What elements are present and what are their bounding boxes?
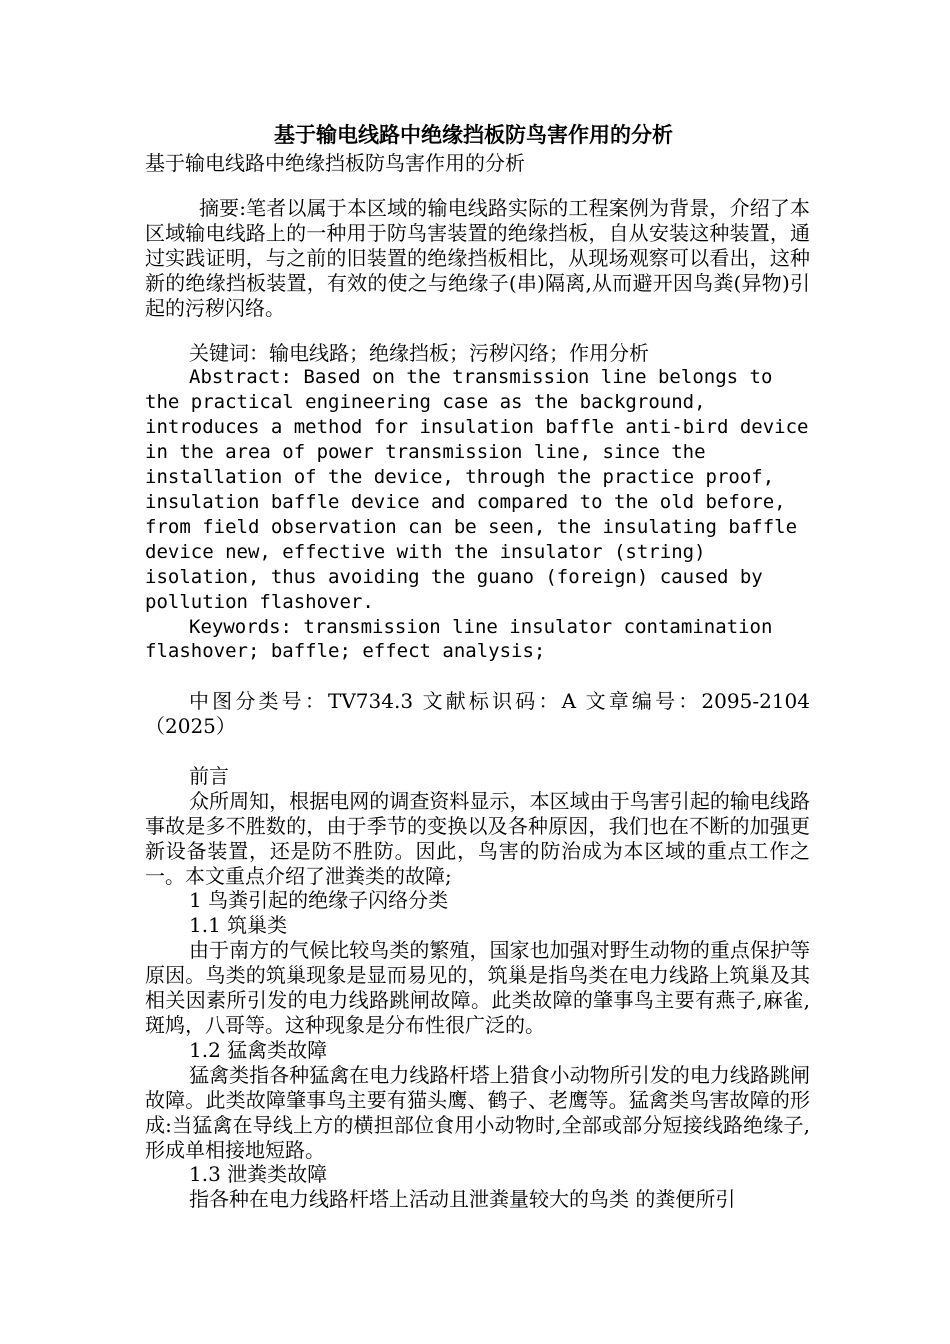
section-1-heading: 1 鸟粪引起的绝缘子闪络分类 bbox=[189, 888, 449, 913]
abstract-cn: 摘要:笔者以属于本区域的输电线路实际的工程案例为背景，介绍了本区域输电线路上的一种用于防鸟害装置的绝缘挡板，自从安装这种装置，通过实践证明，与之前的旧装置的绝缘挡板相比，从现场观察可以看出，这种新的绝缘挡板装置，有效的使之与绝缘子(串)隔离,从而避开因鸟粪(异物)引起的污秽闪络。 bbox=[145, 196, 810, 320]
classification-line: 中图分类号：TV734.3 文献标识码：A 文章编号：2095-2104（2025） bbox=[145, 689, 810, 739]
section-1-2-heading: 1.2 猛禽类故障 bbox=[189, 1037, 328, 1062]
preface-paragraph: 众所周知，根据电网的调查资料显示，本区域由于鸟害引起的输电线路事故是多不胜数的，由于季节的变换以及各种原因，我们也在不断的加强更新设备装置，还是防不胜防。因此，鸟害的防治成为本区域的重点工作之一。本文重点介绍了泄粪类的故障; bbox=[145, 788, 810, 888]
document-page bbox=[145, 120, 810, 1212]
section-1-3-heading: 1.3 泄粪类故障 bbox=[189, 1162, 328, 1187]
document-subtitle: 基于输电线路中绝缘挡板防鸟害作用的分析 bbox=[145, 151, 525, 175]
keywords-en: Keywords: transmission line insulator contamination flashover; baffle; effect analysis; bbox=[145, 615, 773, 663]
section-1-3-paragraph: 指各种在电力线路杆塔上活动且泄粪量较大的鸟类 的粪便所引 bbox=[189, 1187, 736, 1212]
abstract-en: Abstract: Based on the transmission line belongs to the practical engineering case as the background, introduces a method for insulation baffle anti-bird device in the area of power transmission line, since the installation of the device, through the practice proof, insulation baffle device and compared to the old before, from field observation can be seen, the insulating baffle device new, effective with the insulator (string) isolation, thus avoiding the guano (foreign) caused by pollution flashover. bbox=[145, 366, 809, 613]
section-1-2-paragraph: 猛禽类指各种猛禽在电力线路杆塔上猎食小动物所引发的电力线路跳闸故障。此类故障肇事鸟主要有猫头鹰、鹤子、老鹰等。猛禽类鸟害故障的形成:当猛禽在导线上方的横担部位食用小动物时,全部或部分短接线路绝缘子,形成单相接地短路。 bbox=[145, 1062, 810, 1162]
document-title: 基于输电线路中绝缘挡板防鸟害作用的分析 bbox=[274, 122, 673, 147]
section-1-1-paragraph: 由于南方的气候比较鸟类的繁殖，国家也加强对野生动物的重点保护等原因。鸟类的筑巢现象是显而易见的，筑巢是指鸟类在电力线路上筑巢及其相关因素所引发的电力线路跳闸故障。此类故障的肇事鸟主要有燕子,麻雀,斑鸠，八哥等。这种现象是分布性很广泛的。 bbox=[145, 938, 810, 1037]
preface-heading: 前言 bbox=[189, 763, 229, 788]
keywords-cn: 关键词：输电线路；绝缘挡板；污秽闪络；作用分析 bbox=[189, 340, 649, 365]
section-1-1-heading: 1.1 筑巢类 bbox=[189, 913, 288, 938]
